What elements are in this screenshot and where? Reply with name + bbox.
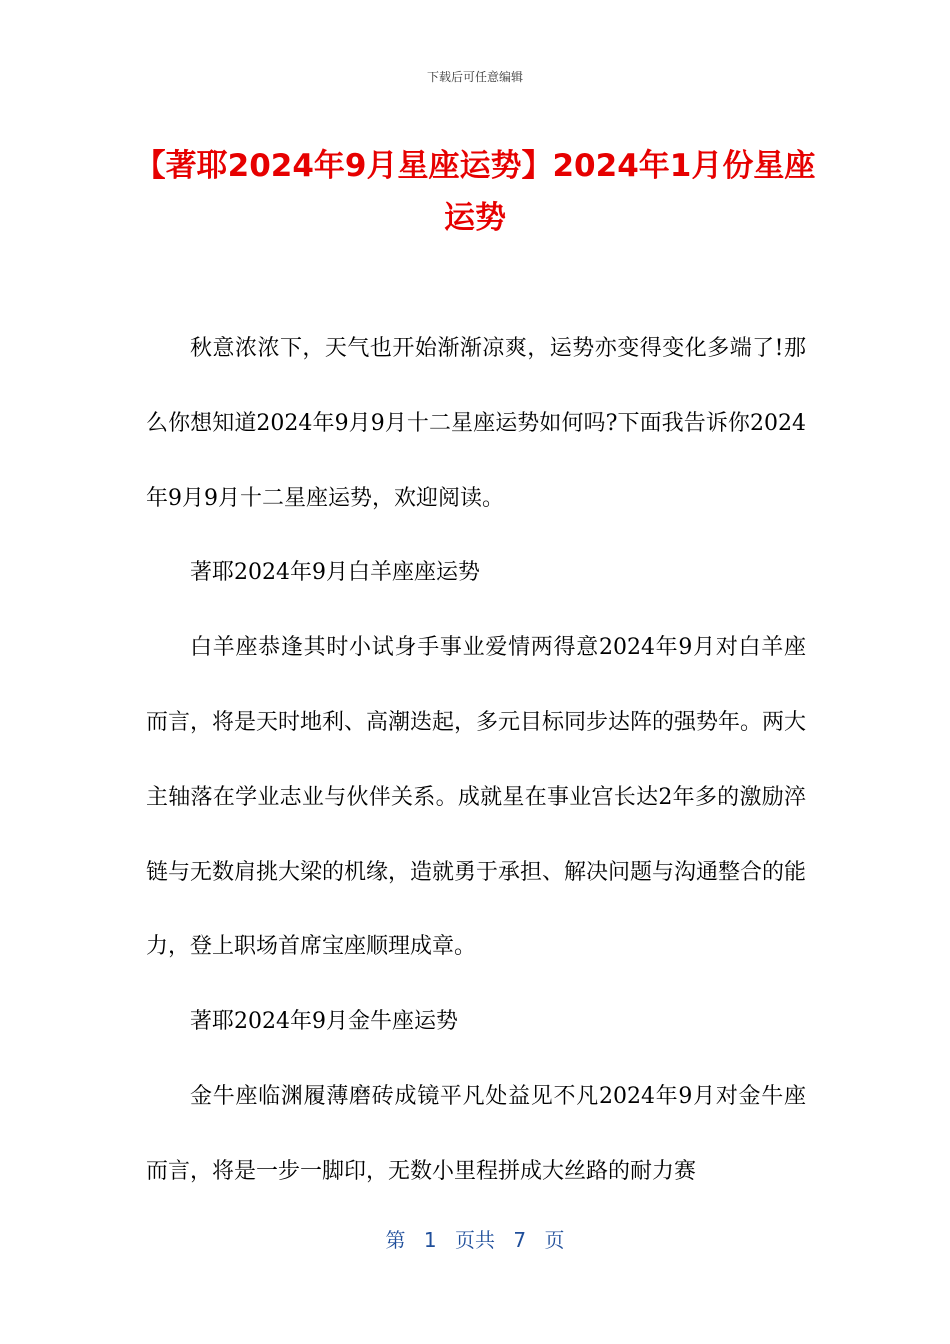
section-heading-taurus: 著耶2024年9月金牛座运势 (190, 1009, 458, 1035)
header-note: 下载后可任意编辑 (426, 70, 523, 84)
page-label-prefix: 第 (385, 1228, 406, 1252)
paragraph-taurus: 金牛座临渊履薄磨砖成镜平凡处益见不凡2024年9月对金牛座而言，将是一步一脚印，无数小里程拼成大丝路的耐力赛 (146, 1083, 806, 1184)
document-title: 【著耶2024年9月星座运势】2024年1月份星座运势 (134, 148, 816, 236)
current-page-number: 1 (423, 1228, 437, 1252)
page-label-suffix: 页 (544, 1228, 565, 1252)
page-footer (0, 1224, 950, 1253)
paragraph-intro: 秋意浓浓下，天气也开始渐渐凉爽，运势亦变得变化多端了!那么你想知道2024年9月9月十二星座运势如何吗?下面我告诉你2024年9月9月十二星座运势，欢迎阅读。 (146, 336, 806, 511)
total-pages-number: 7 (513, 1228, 527, 1252)
page-label-middle: 页共 (455, 1228, 495, 1252)
section-heading-aries: 著耶2024年9月白羊座座运势 (190, 560, 480, 586)
document-body (146, 312, 806, 1210)
paragraph-aries: 白羊座恭逢其时小试身手事业爱情两得意2024年9月对白羊座而言，将是天时地利、高潮迭起，多元目标同步达阵的强势年。两大主轴落在学业志业与伙伴关系。成就星在事业宫长达2年多的激励淬链与无数肩挑大梁的机缘，造就勇于承担、解决问题与沟通整合的能力，登上职场首席宝座顺理成章。 (146, 635, 807, 960)
